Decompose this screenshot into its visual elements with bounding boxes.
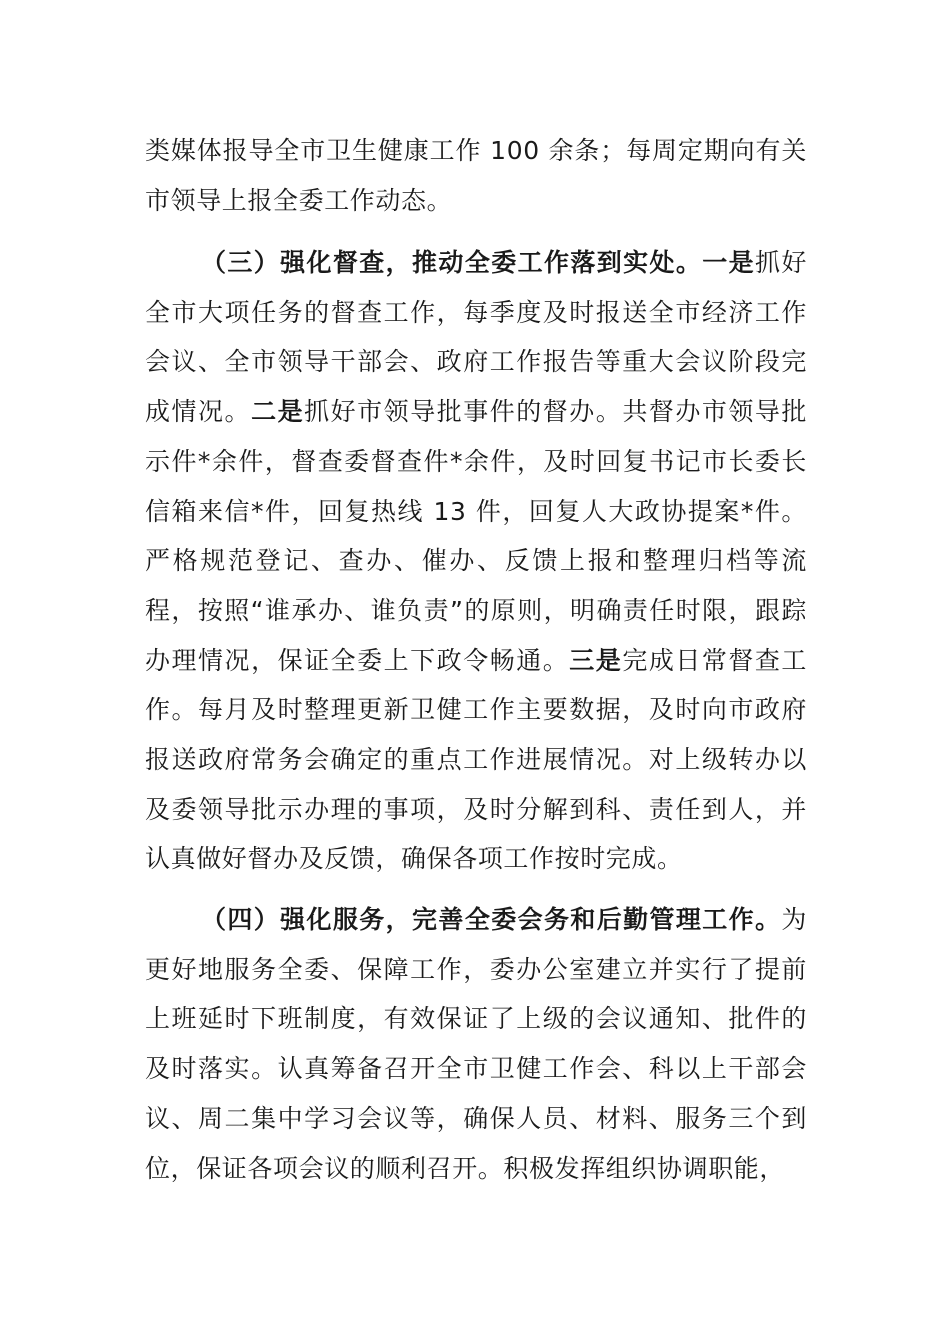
paragraph-text — [145, 126, 807, 225]
section-heading: （三）强化督查，推动全委工作落到实处。一是 — [201, 248, 756, 277]
bold-marker: 二是 — [251, 397, 305, 427]
text-segment: 完成日常督查工作。每月及时整理更新卫健工作主要数据，及时向市政府报送政府常务会确定的重点工作进展情况。对上级转办以及委领导批示办理的事项，及时分解到科、责任到人，并认真做好督办及反馈，确保各项工作按时完成。 — [145, 645, 808, 874]
paragraph-continuation — [145, 126, 807, 225]
paragraph-service — [145, 895, 807, 1193]
paragraph-supervision — [145, 238, 807, 884]
section-heading: （四）强化服务，完善全委会务和后勤管理工作。 — [201, 905, 782, 934]
text-segment: 抓好全市大项任务的督查工作，每季度及时报送全市经济工作会议、全市领导干部会、政府工作报告等重大会议阶段完成情况。 — [145, 248, 807, 427]
paragraph-text — [145, 238, 807, 884]
bold-marker: 三是 — [569, 645, 623, 675]
text-segment: 抓好市领导批事件的督办。共督办市领导批示件*余件，督查委督查件*余件，及时回复书记市长委长信箱来信*件，回复热线 13 件，回复人大政协提案*件。严格规范登记、查办、催办、反馈上报和整理归档等流程，按照“谁承办、谁负责”的原则，明确责任时限，跟踪办理情况，保证全委上下政令畅通。 — [145, 397, 808, 675]
text-segment: 类媒体报导全市卫生健康工作 100 余条；每周定期向有关市领导上报全委工作动态。 — [145, 136, 807, 215]
text-segment: 为更好地服务全委、保障工作，委办公室建立并实行了提前上班延时下班制度，有效保证了上级的会议通知、批件的及时落实。认真筹备召开全市卫健工作会、科以上干部会议、周二集中学习会议等，确保人员、材料、服务三个到位，保证各项会议的顺利召开。积极发挥组织协调职能， — [145, 905, 807, 1183]
paragraph-text — [145, 895, 807, 1193]
